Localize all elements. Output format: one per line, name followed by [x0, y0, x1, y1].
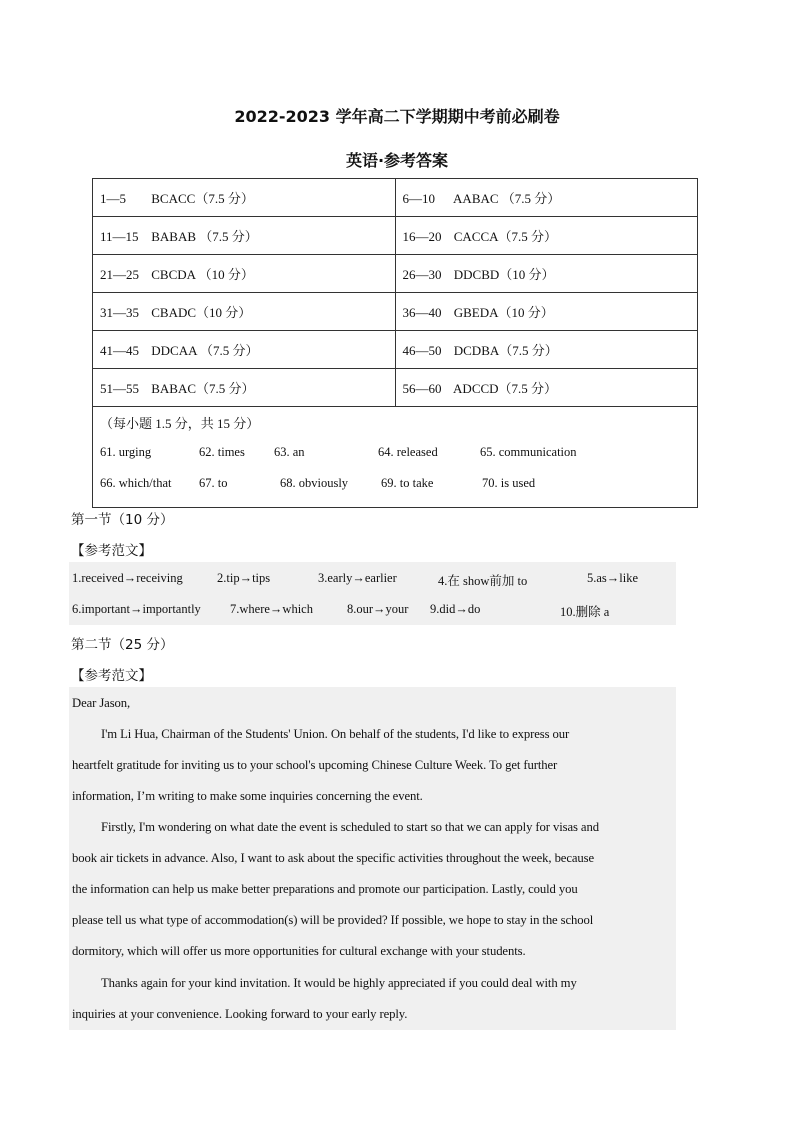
- essay-line: heartfelt gratitude for inviting us to your school's upcoming Chinese Culture Week. To get further: [72, 758, 558, 772]
- answer-value: DCDBA（7.5 分）: [453, 343, 558, 358]
- fill-answer: 65. communication: [480, 445, 577, 459]
- question-range: 16—20: [402, 229, 442, 244]
- essay-line: I'm Li Hua, Chairman of the Students' Union. On behalf of the students, I'd like to express our: [101, 727, 570, 741]
- answer-value: DDCAA （7.5 分）: [151, 343, 259, 358]
- section-heading: 第二节（25 分）: [71, 637, 174, 653]
- essay-line: please tell us what type of accommodation(s) will be provided? If possible, we hope to stay in the school: [72, 913, 594, 927]
- table-row: [93, 255, 698, 293]
- correction-item: 8.our→your: [347, 602, 409, 616]
- answer-value: BABAC（7.5 分）: [151, 381, 255, 396]
- page-title: 2022-2023 学年高二下学期期中考前必刷卷: [234, 107, 560, 126]
- correction-item: 10.删除 a: [560, 605, 610, 619]
- fill-answer: 61. urging: [100, 445, 152, 459]
- question-range: 56—60: [402, 381, 442, 396]
- table-row: [93, 369, 698, 407]
- answer-cell: [395, 255, 698, 293]
- correction-item: 4.在 show前加 to: [438, 574, 528, 588]
- question-range: 21—25: [100, 267, 139, 282]
- answer-value: AABAC （7.5 分）: [453, 191, 561, 206]
- answer-value: BCACC（7.5 分）: [151, 191, 254, 206]
- question-range: 46—50: [402, 343, 442, 358]
- section-heading: 第一节（10 分）: [71, 512, 174, 528]
- answer-value: DDCBD（10 分）: [453, 267, 555, 282]
- fill-answer: 67. to: [199, 476, 228, 490]
- answer-cell: [395, 179, 698, 217]
- fill-answer: 66. which/that: [100, 476, 172, 490]
- question-range: 1—5: [100, 191, 126, 206]
- question-range: 36—40: [402, 305, 442, 320]
- answer-cell: [93, 331, 396, 369]
- answer-cell: [395, 331, 698, 369]
- table-row: [93, 331, 698, 369]
- answer-cell: [93, 179, 396, 217]
- essay-line: information, I’m writing to make some inquiries concerning the event.: [72, 789, 423, 803]
- answer-value: GBEDA（10 分）: [453, 305, 554, 320]
- answer-value: BABAB （7.5 分）: [151, 229, 258, 244]
- fill-answer: 62. times: [199, 445, 245, 459]
- answer-table: [92, 178, 698, 508]
- essay-line: book air tickets in advance. Also, I want to ask about the specific activities throughout the week, because: [72, 851, 595, 865]
- fill-answer: 68. obviously: [280, 476, 349, 490]
- question-range: 41—45: [100, 343, 139, 358]
- essay-line: Firstly, I'm wondering on what date the event is scheduled to start so that we can apply for visas and: [101, 820, 599, 834]
- correction-item: 1.received→receiving: [72, 571, 183, 585]
- question-range: 31—35: [100, 305, 139, 320]
- question-range: 26—30: [402, 267, 442, 282]
- essay-line: inquiries at your convenience. Looking forward to your early reply.: [72, 1007, 408, 1021]
- question-range: 11—15: [100, 229, 139, 244]
- answer-value: CBCDA （10 分）: [151, 267, 254, 282]
- answer-cell: [93, 293, 396, 331]
- page-subtitle: 英语·参考答案: [345, 151, 449, 170]
- table-row: [93, 217, 698, 255]
- correction-item: 6.important→importantly: [72, 602, 201, 616]
- fill-answer: 70. is used: [482, 476, 536, 490]
- fill-in-line: [100, 472, 690, 503]
- answer-value: ADCCD（7.5 分）: [453, 381, 558, 396]
- answer-cell: [93, 217, 396, 255]
- fill-in-cell: [93, 407, 698, 508]
- fill-answer: 63. an: [274, 445, 305, 459]
- answer-cell: [395, 293, 698, 331]
- essay-line: Thanks again for your kind invitation. It would be highly appreciated if you could deal with my: [101, 976, 577, 990]
- fill-in-line: [100, 441, 690, 472]
- fill-answer: 64. released: [378, 445, 438, 459]
- answer-cell: [395, 217, 698, 255]
- section-label: 【参考范文】: [71, 668, 152, 684]
- answer-value: CACCA（7.5 分）: [453, 229, 558, 244]
- table-row: [93, 179, 698, 217]
- answer-cell: [93, 255, 396, 293]
- essay-greeting: Dear Jason,: [72, 696, 131, 710]
- answer-cell: [93, 369, 396, 407]
- correction-item: 3.early→earlier: [318, 571, 397, 585]
- correction-item: 7.where→which: [230, 602, 313, 616]
- fill-in-header: （每小题 1.5 分，共 15 分）: [100, 416, 260, 431]
- answer-cell: [395, 369, 698, 407]
- essay-line: dormitory, which will offer us more opportunities for cultural exchange with your students.: [72, 944, 526, 958]
- correction-item: 9.did→do: [430, 602, 481, 616]
- correction-item: 5.as→like: [587, 571, 639, 585]
- fill-answer: 69. to take: [381, 476, 434, 490]
- question-range: 51—55: [100, 381, 139, 396]
- section-label: 【参考范文】: [71, 543, 152, 559]
- table-row: [93, 407, 698, 508]
- question-range: 6—10: [402, 191, 435, 206]
- answer-value: CBADC（10 分）: [151, 305, 252, 320]
- table-row: [93, 293, 698, 331]
- correction-item: 2.tip→tips: [217, 571, 271, 585]
- essay-line: the information can help us make better preparations and promote our participation. Lastly, could you: [72, 882, 578, 896]
